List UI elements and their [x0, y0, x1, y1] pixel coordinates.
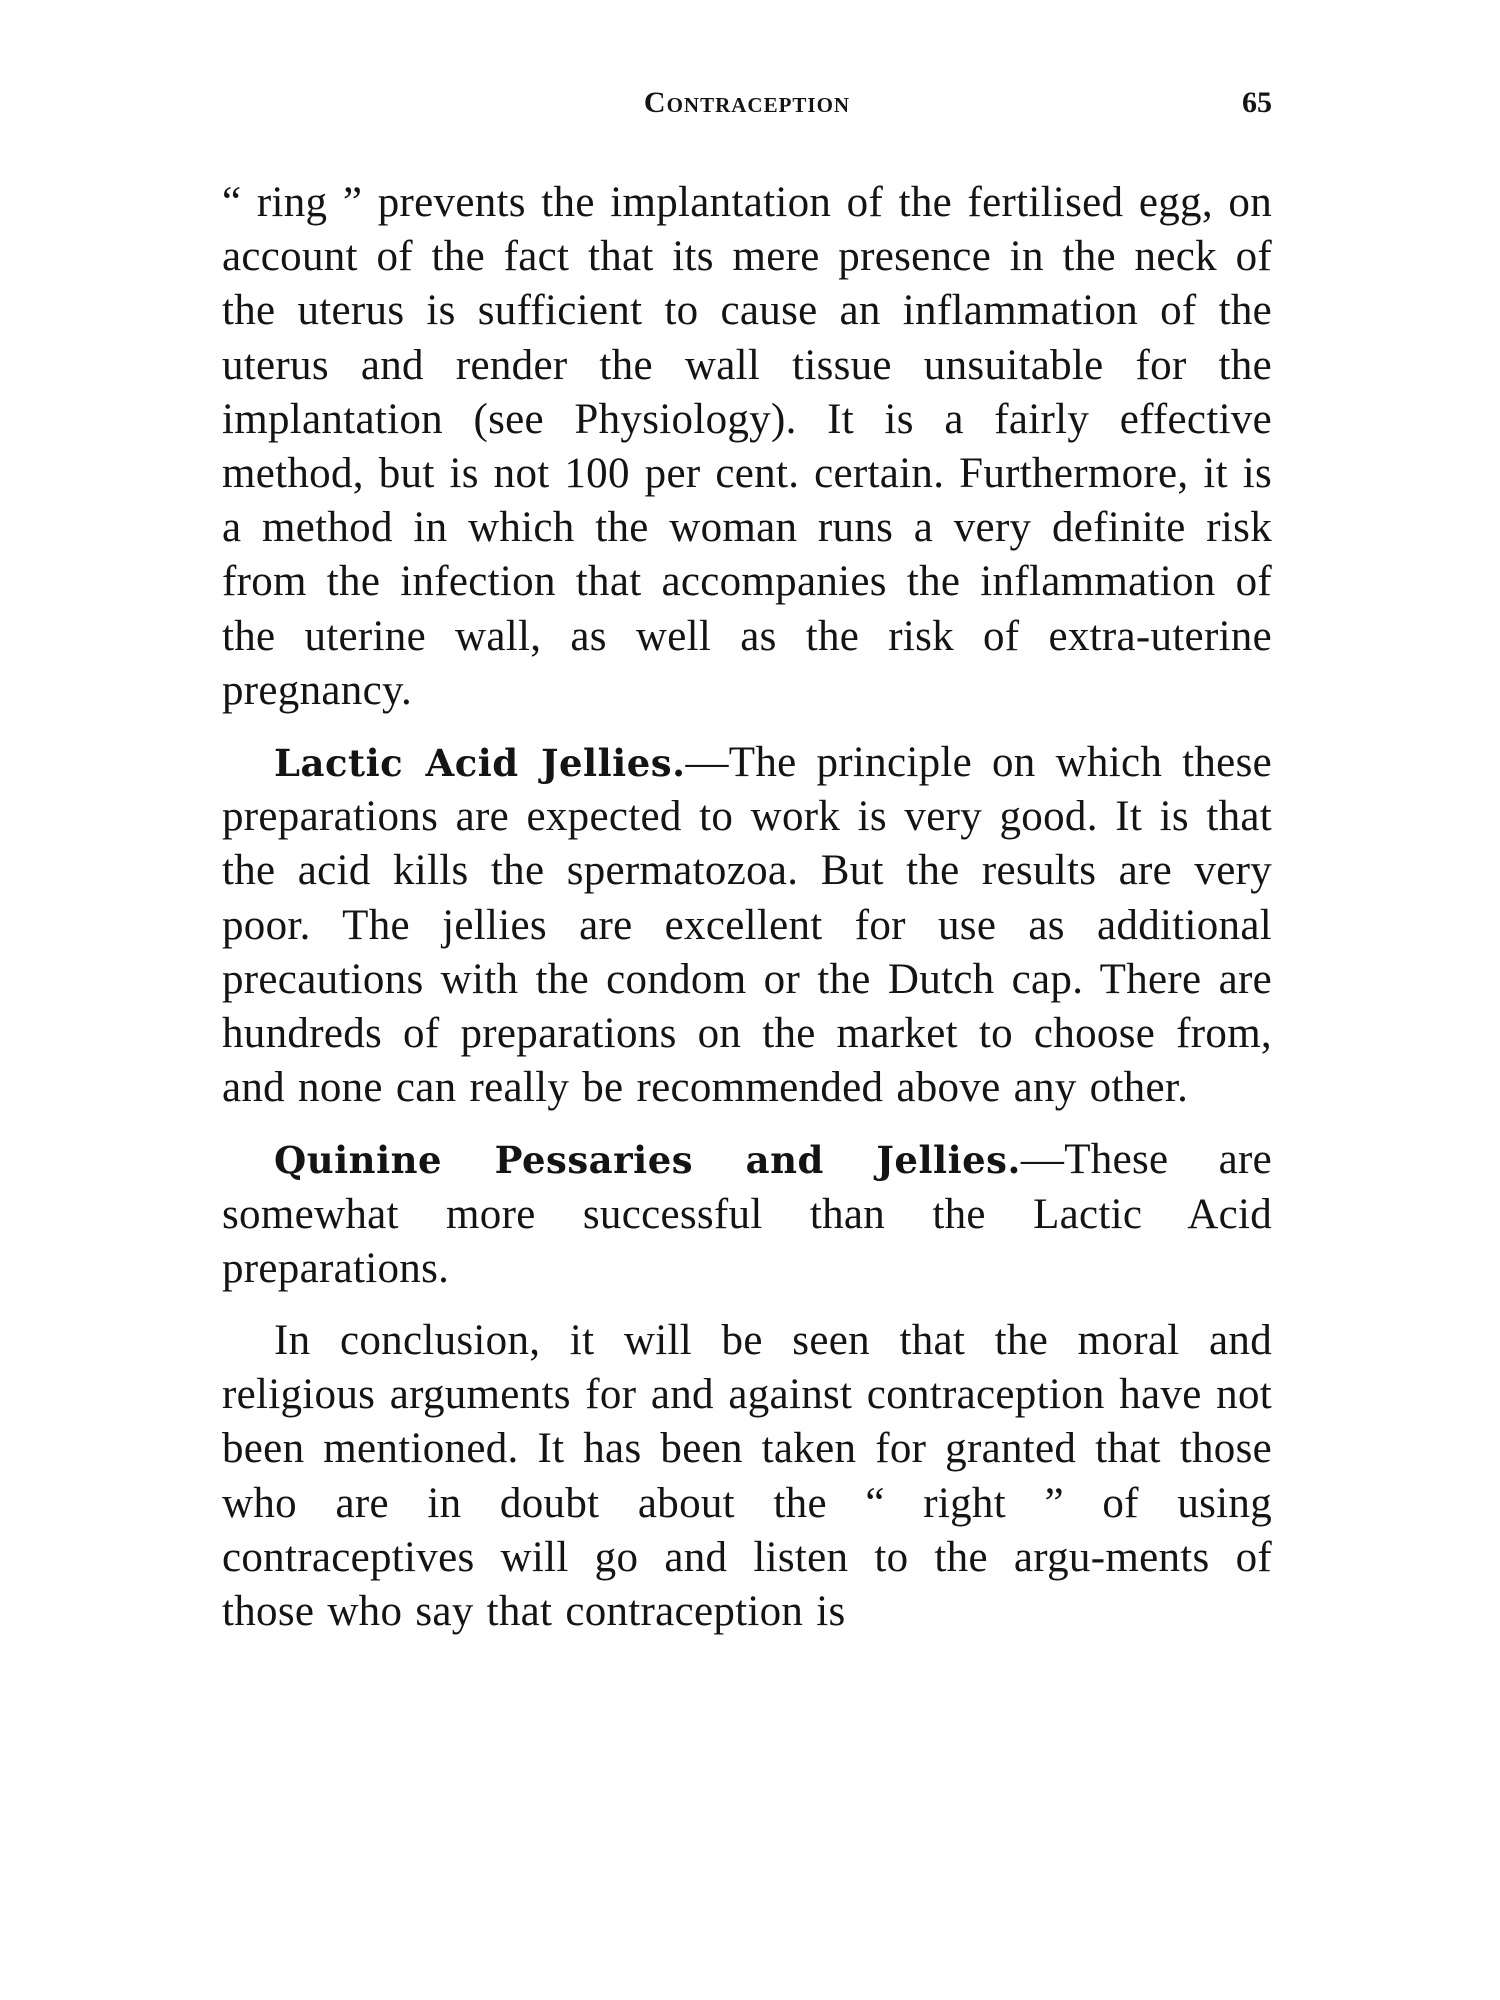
paragraph-text: —The principle on which these preparations are expected to work is very good. It is that the acid kills the spermatozoa. But the results are very poor. The jellies are excellent for use as additional precautions with the condom or the Dutch cap. There are hundreds of preparations on the market to choose from, and none can really be recommended above any other.: [222, 739, 1272, 1112]
section-heading-lactic-acid-jellies: Lactic Acid Jellies.: [274, 741, 686, 786]
running-head: [222, 80, 1272, 140]
paragraph-text: —These are somewhat more successful than the Lactic Acid preparations.: [222, 1136, 1272, 1292]
paragraph-lactic-acid-jellies: [222, 736, 1272, 1115]
running-title: Contraception: [643, 86, 851, 119]
paragraph-text: In conclusion, it will be seen that the moral and religious arguments for and against contraception have not been mentioned. It has been taken for granted that those who are in doubt about the “ right ” of using contraceptives will go and listen to the argu-ments of those who say that contraception is: [222, 1317, 1272, 1636]
paragraph-ring-method: [222, 176, 1272, 718]
paragraph-text: “ ring ” prevents the implantation of the fertilised egg, on account of the fact that its mere presence in the neck of the uterus is sufficient to cause an inflammation of the uterus and render the wall tissue unsuitable for the implantation (see Physiology). It is a fairly effective method, but is not 100 per cent. certain. Furthermore, it is a method in which the woman runs a very definite risk from the infection that accompanies the inflammation of the uterine wall, as well as the risk of extra-uterine pregnancy.: [222, 179, 1272, 714]
section-heading-quinine-pessaries: Quinine Pessaries and Jellies.: [274, 1138, 1021, 1183]
book-page: [222, 80, 1272, 1639]
paragraph-quinine-pessaries: [222, 1133, 1272, 1296]
body-text: [222, 176, 1272, 1639]
paragraph-conclusion: [222, 1314, 1272, 1639]
page-number: 65: [1242, 86, 1272, 119]
